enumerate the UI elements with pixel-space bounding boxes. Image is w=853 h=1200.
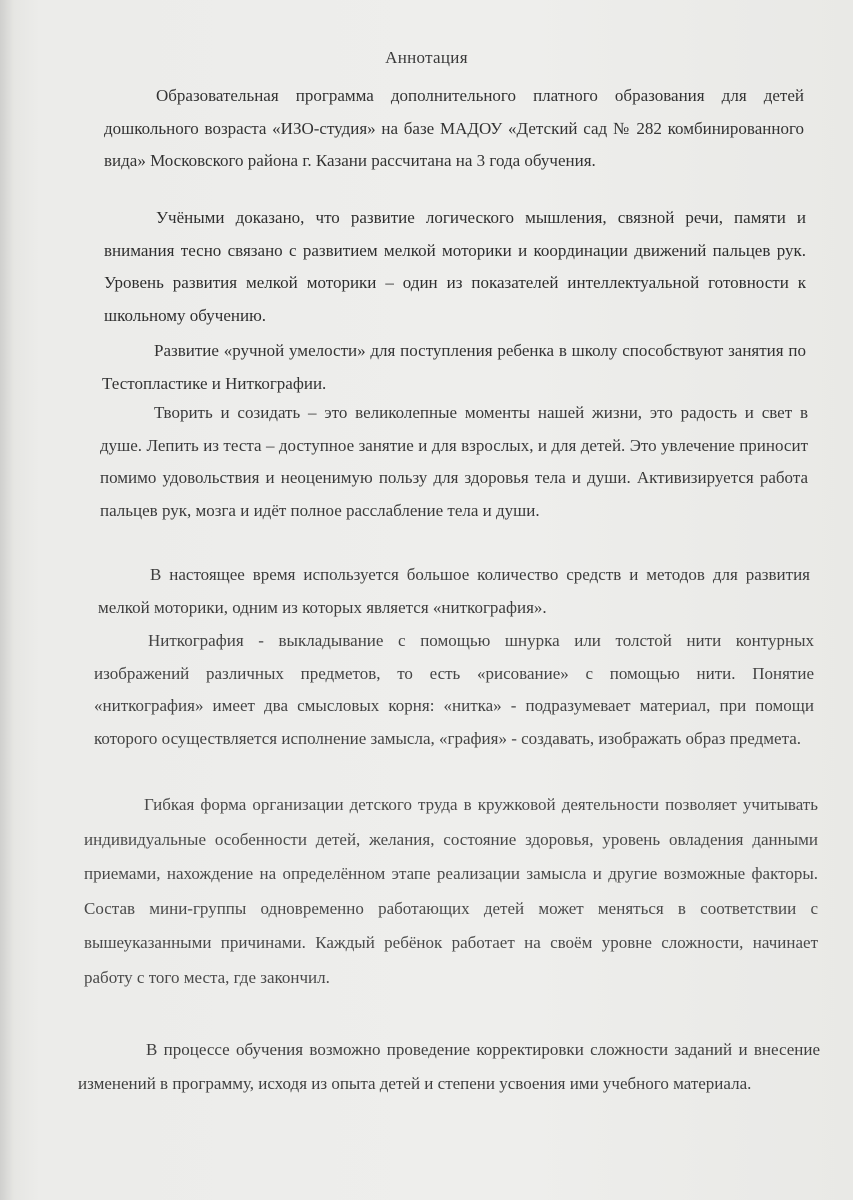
document-title: Аннотация	[385, 48, 468, 67]
paragraph-dough-modeling: Творить и созидать – это великолепные моменты нашей жизни, это радость и свет в душе. Лепить из теста – доступное занятие и для взрослых, и для детей. Это увлечение приносит помимо удовольствия и неоценимую пользу для здоровья тела и души. Активизируется работа пальцев рук, мозга и идёт полное расслабление тела и души.	[100, 403, 808, 520]
paragraph-fine-motor-skills: Учёными доказано, что развитие логического мышления, связной речи, памяти и внимания тесно связано с развитием мелкой моторики и координации движений пальцев рук. Уровень развития мелкой моторики – один из показателей интеллектуальной готовности к школьному обучению.	[104, 208, 806, 325]
paragraph-learning-adjustment: В процессе обучения возможно проведение корректировки сложности заданий и внесение изменений в программу, исходя из опыта детей и степени усвоения ими учебного материала.	[78, 1040, 820, 1093]
paragraph-flexible-organization: Гибкая форма организации детского труда в кружковой деятельности позволяет учитывать индивидуальные особенности детей, желания, состояние здоровья, уровень овладения данными приемами, нахождение на определённом этапе реализации замысла и другие возможные факторы. Состав мини-группы одновременно работающих детей может меняться в соответствии с вышеуказанными причинами. Каждый ребёнок работает на своём уровне сложности, начинает работу с того места, где закончил.	[84, 795, 818, 987]
paragraph-methods: В настоящее время используется большое количество средств и методов для развития мелкой моторики, одним из которых является «ниткография».	[98, 565, 810, 617]
paragraph-nitkografiya-definition: Ниткография - выкладывание с помощью шнурка или толстой нити контурных изображений различных предметов, то есть «рисование» с помощью нити. Понятие «ниткография» имеет два смысловых корня: «нитка» - подразумевает материал, при помощи которого осуществляется исполнение замысла, «графия» - создавать, изображать образ предмета.	[94, 631, 814, 748]
paragraph-program-intro: Образовательная программа дополнительного платного образования для детей дошкольного возраста «ИЗО-студия» на базе МАДОУ «Детский сад № 282 комбинированного вида» Московского района г. Казани рассчитана на 3 года обучения.	[104, 86, 804, 170]
paragraph-manual-skills: Развитие «ручной умелости» для поступления ребенка в школу способствуют занятия по Тестопластике и Ниткографии.	[102, 341, 806, 393]
